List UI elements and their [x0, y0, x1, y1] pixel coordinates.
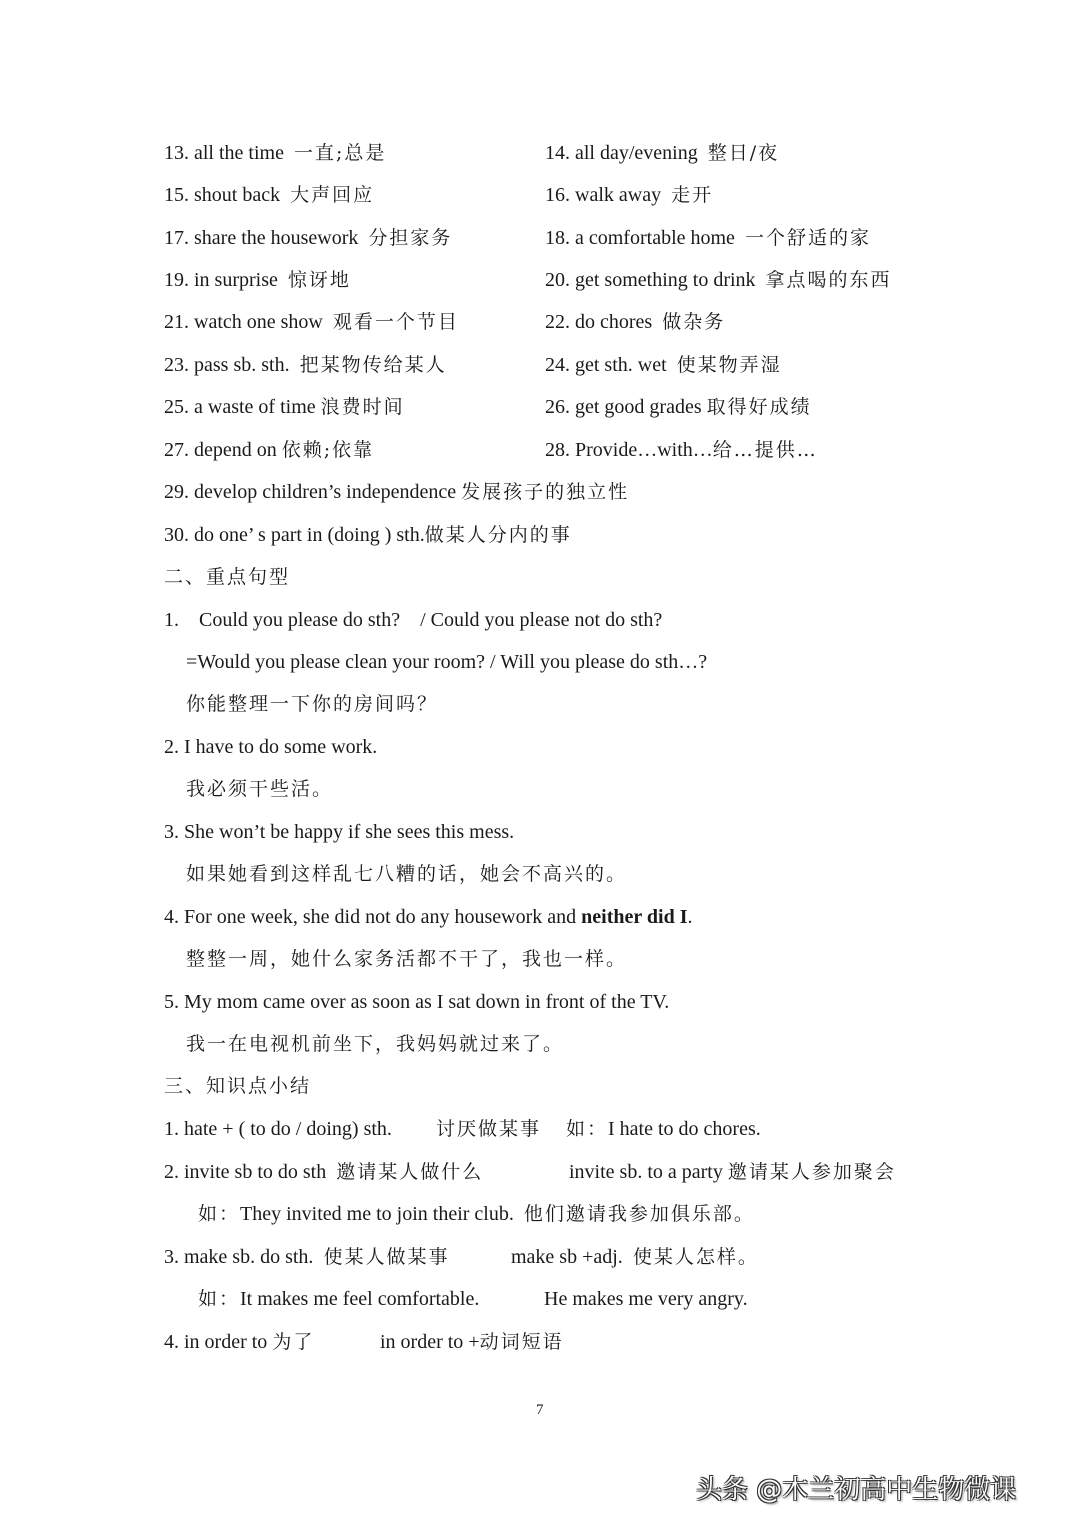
phrase-item: 24. get sth. wet 使某物弄湿 — [545, 354, 782, 376]
knowledge-item-alt: invite sb. to a party 邀请某人参加聚会 — [569, 1161, 896, 1183]
phrase-item: 18. a comfortable home 一个舒适的家 — [545, 227, 871, 249]
sentence-translation: 我一在电视机前坐下，我妈妈就过来了。 — [186, 1033, 565, 1055]
section-heading: 二、重点句型 — [164, 566, 291, 588]
phrase-item: 22. do chores 做杂务 — [545, 311, 726, 333]
sentence-item: 1. Could you please do sth? / Could you please not do sth? — [164, 609, 663, 631]
sentence-translation: 你能整理一下你的房间吗？ — [186, 693, 439, 715]
phrase-item: 15. shout back 大声回应 — [164, 184, 375, 206]
phrase-item: 23. pass sb. sth. 把某物传给某人 — [164, 354, 447, 376]
phrase-item: 30. do one’ s part in (doing ) sth.做某人分内的事 — [164, 524, 572, 546]
phrase-item: 27. depend on 依赖;依靠 — [164, 439, 375, 461]
sentence-alt: =Would you please clean your room? / Will you please do sth…? — [186, 651, 708, 673]
phrase-item: 16. walk away 走开 — [545, 184, 714, 206]
knowledge-example: 如：It makes me feel comfortable. — [198, 1288, 480, 1310]
knowledge-item: 2. invite sb to do sth 邀请某人做什么 — [164, 1161, 484, 1183]
phrase-item: 21. watch one show 观看一个节目 — [164, 311, 459, 333]
section-heading: 三、知识点小结 — [164, 1075, 312, 1097]
knowledge-item: 3. make sb. do sth. 使某人做某事 — [164, 1246, 450, 1268]
knowledge-translation: 讨厌做某事 — [436, 1118, 542, 1140]
phrase-item: 25. a waste of time 浪费时间 — [164, 396, 405, 418]
knowledge-item-alt: make sb +adj. 使某人怎样。 — [511, 1246, 759, 1268]
sentence-translation: 如果她看到这样乱七八糟的话，她会不高兴的。 — [186, 863, 628, 885]
phrase-item: 20. get something to drink 拿点喝的东西 — [545, 269, 892, 291]
watermark: 头条 @木兰初高中生物微课 — [696, 1475, 1017, 1505]
phrase-item: 19. in surprise 惊讶地 — [164, 269, 351, 291]
phrase-item: 17. share the housework 分担家务 — [164, 227, 453, 249]
sentence-item: 5. My mom came over as soon as I sat down in front of the TV. — [164, 991, 670, 1013]
sentence-translation: 我必须干些活。 — [186, 778, 334, 800]
sentence-item: 3. She won’t be happy if she sees this mess. — [164, 821, 515, 843]
phrase-item: 26. get good grades 取得好成绩 — [545, 396, 812, 418]
sentence-item: 4. For one week, she did not do any housework and neither did I. — [164, 906, 693, 928]
knowledge-item: 1. hate + ( to do / doing) sth. — [164, 1118, 392, 1140]
knowledge-item-alt: in order to +动词短语 — [380, 1331, 564, 1353]
phrase-item: 28. Provide…with…给…提供… — [545, 439, 818, 461]
sentence-item: 2. I have to do some work. — [164, 736, 378, 758]
knowledge-item: 4. in order to 为了 — [164, 1331, 315, 1353]
phrase-item: 13. all the time 一直;总是 — [164, 142, 387, 164]
phrase-item: 29. develop children’s independence 发展孩子的独立性 — [164, 481, 630, 503]
knowledge-example-alt: He makes me very angry. — [544, 1288, 748, 1310]
page-number: 7 — [536, 1402, 544, 1418]
phrase-item: 14. all day/evening 整日/夜 — [545, 142, 780, 164]
sentence-translation: 整整一周，她什么家务活都不干了，我也一样。 — [186, 948, 628, 970]
knowledge-example: 如：They invited me to join their club. 他们邀请我参加俱乐部。 — [198, 1203, 755, 1225]
knowledge-example: 如：I hate to do chores. — [566, 1118, 761, 1140]
